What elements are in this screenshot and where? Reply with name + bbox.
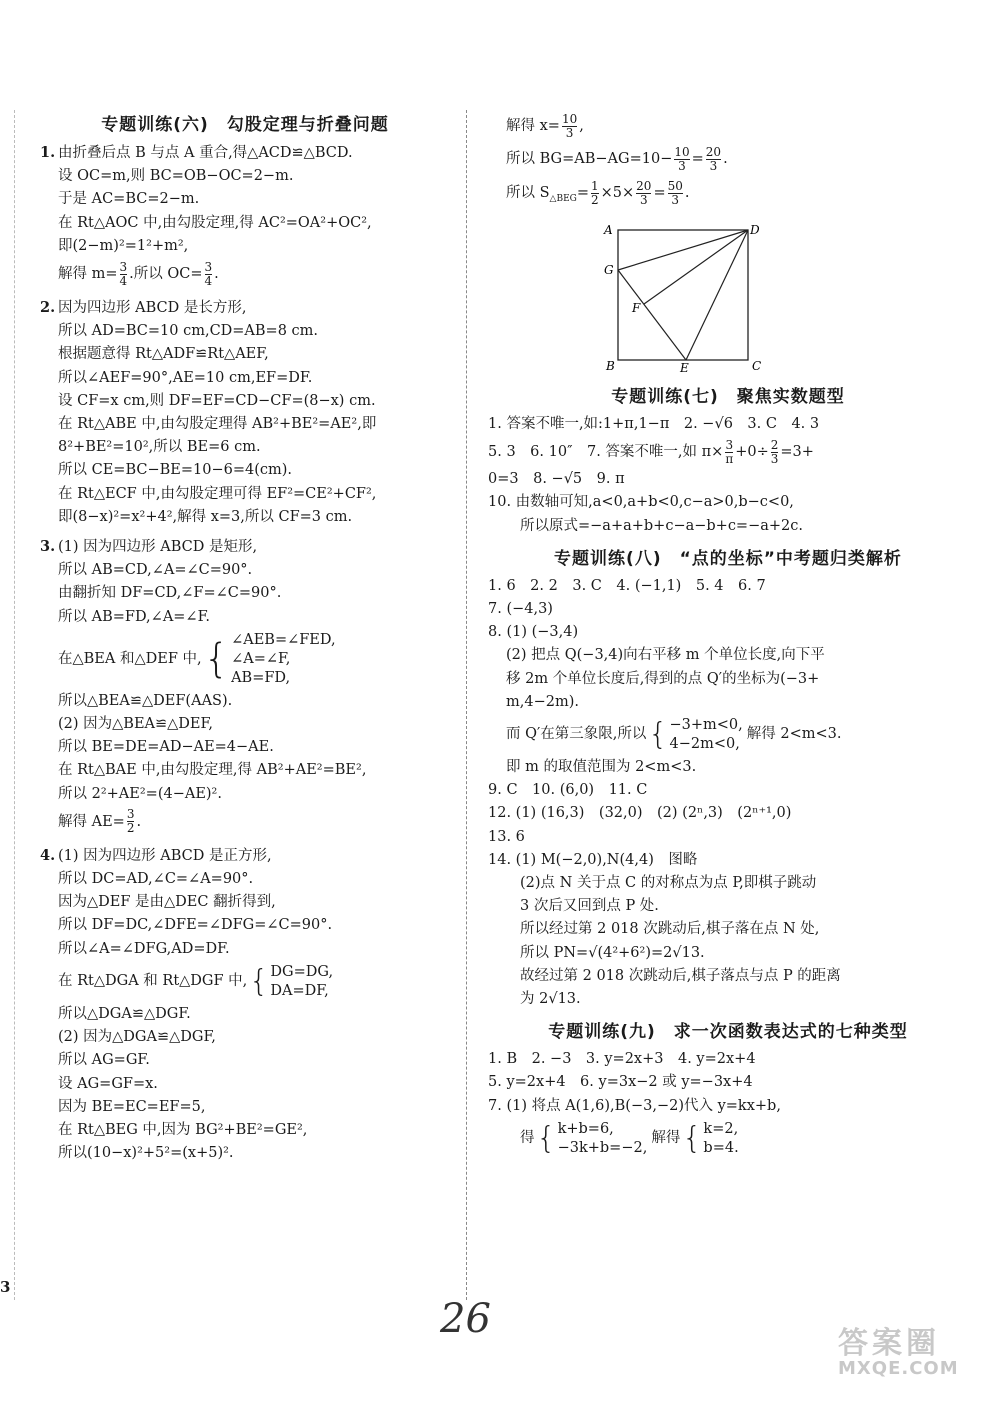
- geometry-figure: [598, 222, 968, 376]
- sec8-line: 12. (1) (16,3) (32,0) (2) (2ⁿ,3) (2ⁿ⁺¹,0): [488, 805, 792, 822]
- label-e: E: [680, 360, 689, 372]
- sec8-line: 1. 6 2. 2 3. C 4. (−1,1) 5. 4 6. 7: [488, 577, 766, 594]
- q4-line: 所以 DC=AD,∠C=∠A=90°.: [58, 871, 254, 888]
- q3-line: (2) 因为△BEA≌△DEF,: [58, 716, 213, 733]
- sec8-line: 故经过第 2 018 次跳动后,棋子落点与点 P 的距离: [520, 967, 841, 984]
- q4-line: (2) 因为△DGA≌△DGF,: [58, 1029, 216, 1046]
- q4-line: 在 Rt△BEG 中,因为 BG²+BE²=GE²,: [58, 1121, 308, 1138]
- label-f: F: [632, 300, 641, 315]
- q4-line: 所以∠A=∠DFG,AD=DF.: [58, 940, 230, 957]
- sec7-line: 5. 3 6. 10″ 7. 答案不唯一,如 π× $\frac{3}{\pi}$ +0÷ $\frac{2}{3}$ =3+: [488, 437, 814, 466]
- brace-icon: {: [536, 1120, 556, 1156]
- q3-line: 所以 2²+AE²=(4−AE)².: [58, 785, 222, 802]
- q4-line: 设 AG=GF=x.: [58, 1075, 158, 1092]
- q7-equation-system: 得 { k+b=6, −3k+b=−2, 解得 { k=2, b=4.: [520, 1120, 739, 1156]
- q2-line: 在 Rt△ECF 中,由勾股定理可得 EF²=CE²+CF²,: [58, 485, 377, 502]
- column-divider: [466, 110, 467, 1300]
- q2-line: 所以 CE=BC−BE=10−6=4(cm).: [58, 462, 292, 479]
- sec8-line: 13. 6: [488, 828, 525, 845]
- q1-line: 即(2−m)²=1²+m²,: [58, 237, 189, 254]
- sec7-line: 10. 由数轴可知,a<0,a+b<0,c−a>0,b−c<0,: [488, 494, 794, 511]
- q1-line: 于是 AC=BC=2−m.: [58, 191, 200, 208]
- q2-line: 所以 AD=BC=10 cm,CD=AB=8 cm.: [58, 323, 319, 340]
- q4-line: 所以△DGA≌△DGF.: [58, 1005, 191, 1022]
- brace-icon: {: [648, 716, 668, 752]
- q4-line: 因为 BE=EC=EF=5,: [58, 1098, 206, 1115]
- sec7-line: 1. 答案不唯一,如:1+π,1−π 2. −√6 3. C 4. 3: [488, 415, 820, 432]
- sec8-line: 9. C 10. (6,0) 11. C: [488, 782, 648, 799]
- q2-line: 8²+BE²=10²,所以 BE=6 cm.: [58, 439, 261, 456]
- area-value: 所以 $S_{\triangle BEG}=$ $\frac{1}{2}$ ×5× $\frac{20}{3}$ = $\frac{50}{3}$ .: [506, 178, 690, 207]
- q1-answer: 解得 m= $\frac{3}{4}$ .所以 OC= $\frac{3}{4}$ .: [58, 259, 219, 288]
- sec8-line: 即 m 的取值范围为 2<m<3.: [506, 758, 697, 775]
- fraction: $\frac{20}{3}$: [705, 144, 722, 173]
- q3-line: (1) 因为四边形 ABCD 是矩形,: [58, 539, 258, 556]
- question-2: 2. 因为四边形 ABCD 是长方形, 所以 AD=BC=10 cm,CD=AB=8 cm. 根据题意得 Rt△ADF≌Rt△AEF, 所以∠AEF=90°,AE=10 cm,EF=DF. 设 CF=x cm,则 DF=EF=CD−CF=(8−x) cm. 在 Rt△ABE 中,由勾股定理得 AB²+BE²=AE²,即 8²+BE²=10²,所以 BE=6 cm. 所以 CE=BC−BE=10−6=4(cm). 在 Rt△ECF 中,由勾股定理可得 EF²=CE²+CF², 即(8−x)²=x²+4²,解得 x=3,所以 CF=3 cm.: [40, 296, 450, 529]
- sec8-line: 14. (1) M(−2,0),N(4,4) 图略: [488, 851, 698, 868]
- q3-line: 所以 BE=DE=AD−AE=4−AE.: [58, 739, 274, 756]
- q4-line: 所以 DF=DC,∠DFE=∠DFG=∠C=90°.: [58, 917, 333, 934]
- handwritten-number: 26: [440, 1296, 491, 1342]
- watermark-url: MXQE.COM: [838, 1358, 959, 1379]
- sec8-line: 移 2m 个单位长度后,得到的点 Q′的坐标为(−3+: [506, 670, 820, 687]
- fraction: $\frac{10}{3}$: [561, 111, 578, 140]
- sec8-line: 7. (−4,3): [488, 600, 553, 617]
- section-8-title: 专题训练(八) “点的坐标”中考题归类解析: [554, 548, 902, 569]
- label-b: B: [606, 358, 615, 372]
- sec8-line: 8. (1) (−3,4): [488, 624, 579, 641]
- sec8-line: (2)点 N 关于点 C 的对称点为点 P,即棋子跳动: [520, 874, 817, 891]
- q4-line: (1) 因为四边形 ABCD 是正方形,: [58, 847, 272, 864]
- q4-line: 因为△DEF 是由△DEC 翻折得到,: [58, 894, 276, 911]
- q1-line: 在 Rt△AOC 中,由勾股定理,得 AC²=OA²+OC²,: [58, 214, 372, 231]
- question-1: 1. 由折叠后点 B 与点 A 重合,得△ACD≌△BCD. 设 OC=m,则 BC=OB−OC=2−m. 于是 AC=BC=2−m. 在 Rt△AOC 中,由勾股定理,得 AC²=OA²+OC², 即(2−m)²=1²+m², 解得 m= $\frac{3}{4}$ .所以 OC= $\frac{3}{4}$ .: [40, 141, 450, 290]
- watermark-text: 答案圈: [838, 1326, 940, 1361]
- fraction: $\frac{20}{3}$: [636, 178, 652, 207]
- left-margin-rule: [14, 110, 15, 1300]
- sec8-line: (2) 把点 Q(−3,4)向右平移 m 个单位长度,向下平: [506, 647, 825, 664]
- solve-x: 解得 x= $\frac{10}{3}$ ,: [506, 111, 584, 140]
- q3-line: 所以 AB=FD,∠A=∠F.: [58, 608, 210, 625]
- sec8-line: 为 2√13.: [520, 990, 581, 1007]
- q3-equation-system: 在△BEA 和△DEF 中, { ∠AEB=∠FED, ∠A=∠F, AB=FD,: [58, 631, 336, 686]
- sec7-line: 0=3 8. −√5 9. π: [488, 471, 625, 488]
- label-d: D: [750, 222, 760, 237]
- label-g: G: [604, 262, 614, 277]
- watermark-logo: [838, 1318, 959, 1379]
- sec8-line: 3 次后又回到点 P 处.: [520, 898, 659, 915]
- question-4: 4. (1) 因为四边形 ABCD 是正方形, 所以 DC=AD,∠C=∠A=90°. 因为△DEF 是由△DEC 翻折得到, 所以 DF=DC,∠DFE=∠DFG=∠C=90°. 所以∠A=∠DFG,AD=DF. 在 Rt△DGA 和 Rt△DGF 中, { DG=DG, DA=DF, 所以△DGA≌△DGF. (2) 因为△DGA≌△DGF, 所以 AG=GF. 设 AG=GF=x. 因为 BE=EC=EF=5, 在 Rt△BEG 中,因为 BG²+BE²=GE², 所以(10−x)²+5²=(x+5)².: [40, 844, 450, 1165]
- sec8-line: 所以 PN=√(4²+6²)=2√13.: [520, 944, 705, 961]
- fraction: $\frac{3}{4}$: [204, 259, 213, 288]
- q1-line: 由折叠后点 B 与点 A 重合,得△ACD≌△BCD.: [58, 145, 353, 161]
- sec9-line: 5. y=2x+4 6. y=3x−2 或 y=−3x+4: [488, 1074, 753, 1091]
- q2-line: 在 Rt△ABE 中,由勾股定理得 AB²+BE²=AE²,即: [58, 416, 377, 433]
- section-9-title: 专题训练(九) 求一次函数表达式的七种类型: [548, 1022, 908, 1043]
- brace-icon: {: [203, 636, 230, 683]
- sec8-line: 所以经过第 2 018 次跳动后,棋子落在点 N 处,: [520, 921, 820, 938]
- fraction: $\frac{3}{4}$: [119, 259, 128, 288]
- q4-line: 所以 AG=GF.: [58, 1052, 150, 1069]
- section-6-title: 专题训练(六) 勾股定理与折叠问题: [101, 115, 389, 135]
- sec8-line: m,4−2m).: [506, 693, 579, 710]
- fraction: $\frac{1}{2}$: [591, 178, 599, 207]
- left-column: [40, 110, 450, 1165]
- fraction: $\frac{10}{3}$: [674, 144, 690, 173]
- sec7-line: 所以原式=−a+a+b+c−a−b+c=−a+2c.: [520, 517, 803, 534]
- brace-icon: {: [682, 1120, 702, 1156]
- q1-line: 设 OC=m,则 BC=OB−OC=2−m.: [58, 168, 294, 185]
- q2-line: 所以∠AEF=90°,AE=10 cm,EF=DF.: [58, 369, 313, 386]
- square-fold-diagram: [598, 222, 768, 372]
- q8-inequality-system: 而 Q′在第三象限,所以 { −3+m<0, 4−2m<0, 解得 2<m<3.: [506, 716, 842, 752]
- fraction: $\frac{3}{\pi}$: [725, 437, 734, 466]
- q3-line: 由翻折知 DF=CD,∠F=∠C=90°.: [58, 585, 282, 602]
- q2-line: 根据题意得 Rt△ADF≌Rt△AEF,: [58, 346, 269, 363]
- q2-line: 即(8−x)²=x²+4²,解得 x=3,所以 CF=3 cm.: [58, 508, 353, 525]
- q3-line: 所以 AB=CD,∠A=∠C=90°.: [58, 562, 253, 579]
- bg-value: 所以 BG=AB−AG=10− $\frac{10}{3}$ = $\frac{20}{3}$ .: [506, 144, 728, 173]
- sec9-line: 7. (1) 将点 A(1,6),B(−3,−2)代入 y=kx+b,: [488, 1097, 781, 1114]
- q4-line: 所以(10−x)²+5²=(x+5)².: [58, 1145, 234, 1162]
- section-7-title: 专题训练(七) 聚焦实数题型: [611, 386, 845, 407]
- brace-icon: {: [249, 963, 269, 999]
- fraction: $\frac{50}{3}$: [667, 178, 683, 207]
- q2-line: 因为四边形 ABCD 是长方形,: [58, 300, 247, 317]
- q3-answer: 解得 AE= $\frac{3}{2}$ .: [58, 807, 142, 836]
- question-3: 3. (1) 因为四边形 ABCD 是矩形, 所以 AB=CD,∠A=∠C=90°. 由翻折知 DF=CD,∠F=∠C=90°. 所以 AB=FD,∠A=∠F. 在△BEA 和△DEF 中, { ∠AEB=∠FED, ∠A=∠F, AB=FD, 所以△BEA≌△DEF(AAS). (2) 因为△BEA≌△DEF, 所以 BE=DE=AD−AE=4−AE. 在 Rt△BAE 中,由勾股定理,得 AB²+AE²=BE², 所以 2²+AE²=(4−AE)². 解得 AE= $\frac{3}{2}$ .: [40, 535, 450, 838]
- fraction: $\frac{3}{2}$: [126, 807, 135, 836]
- q3-line: 在 Rt△BAE 中,由勾股定理,得 AB²+AE²=BE²,: [58, 762, 367, 779]
- q2-line: 设 CF=x cm,则 DF=EF=CD−CF=(8−x) cm.: [58, 392, 376, 409]
- fraction: $\frac{2}{3}$: [770, 437, 779, 466]
- right-column: [488, 110, 968, 1160]
- q4-equation-system: 在 Rt△DGA 和 Rt△DGF 中, { DG=DG, DA=DF,: [58, 963, 334, 999]
- q3-line: 所以△BEA≌△DEF(AAS).: [58, 692, 233, 709]
- page-number: 3: [0, 1278, 11, 1296]
- sec9-line: 1. B 2. −3 3. y=2x+3 4. y=2x+4: [488, 1051, 756, 1068]
- label-c: C: [752, 358, 762, 372]
- label-a: A: [604, 222, 613, 237]
